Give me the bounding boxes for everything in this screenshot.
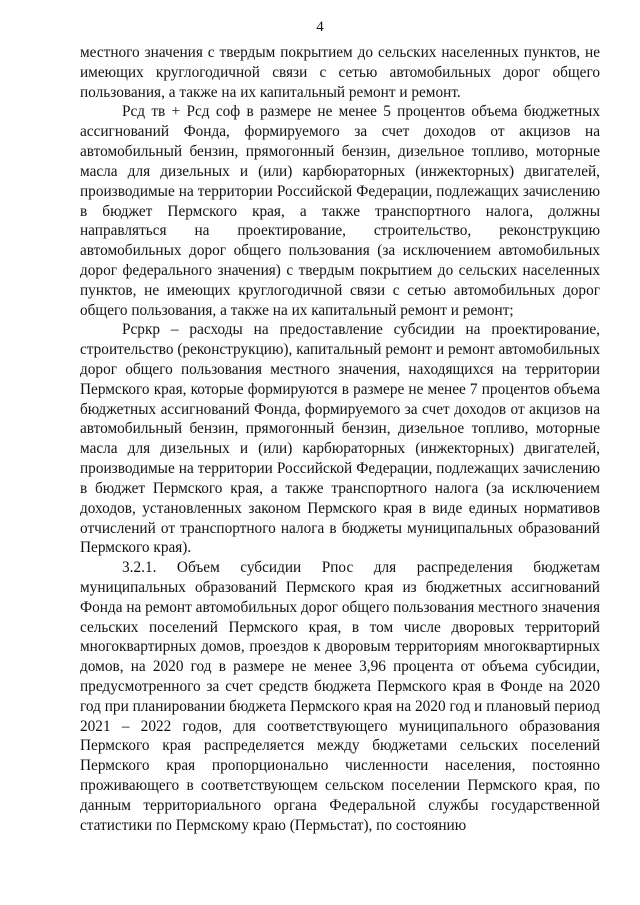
paragraph-rsrkr-expenses: Рсркр – расходы на предоставление субсидии на проектирование, строительство (реконструкцию), капитальный ремонт и ремонт автомобильных дорог общего пользования местного значения, находящихся на территории Пермского края, которые формируются в размере не менее 7 процентов объема бюджетных ассигнований Фонда, формируемого за счет доходов от акцизов на автомобильный бензин, прямогонный бензин, дизельное топливо, моторные масла для дизельных и (или) карбюраторных (инжекторных) двигателей, производимые на территории Российской Федерации, подлежащих зачислению в бюджет Пермского края, а также транспортного налога (за исключением доходов, установленных законом Пермского края в виде единых нормативов отчислений от транспортного налога в бюджеты муниципальных образований Пермского края). bbox=[80, 321, 600, 557]
paragraph-rsd-allocation: Рсд тв + Рсд соф в размере не менее 5 процентов объема бюджетных ассигнований Фонда, формируемого за счет доходов от акцизов на автомобильный бензин, прямогонный бензин, дизельное топливо, моторные масла для дизельных и (или) карбюраторных (инжекторных) двигателей, производимые на территории Российской Федерации, подлежащих зачислению в бюджет Пермского края, а также транспортного налога, должны направляться на проектирование, строительство, реконструкцию автомобильных дорог общего пользования (за исключением автомобильных дорог федерального значения) с твердым покрытием до сельских населенных пунктов, не имеющих круглогодичной связи с сетью автомобильных дорог общего пользования, а также на их капитальный ремонт и ремонт; bbox=[80, 103, 600, 319]
document-body bbox=[80, 43, 600, 836]
page-number: 4 bbox=[316, 19, 324, 35]
paragraph-road-works-continuation: местного значения с твердым покрытием до сельских населенных пунктов, не имеющих круглогодичной связи с сетью автомобильных дорог общего пользования, а также на их капитальный ремонт и ремонт. bbox=[80, 44, 600, 101]
paragraph-3-2-1-subsidy: 3.2.1. Объем субсидии Рпос для распределения бюджетам муниципальных образований Пермского края из бюджетных ассигнований Фонда на ремонт автомобильных дорог общего пользования местного значения сельских поселений Пермского края, в том числе дворовых территорий многоквартирных домов, проездов к дворовым территориям многоквартирных домов, на 2020 год в размере не менее 3,96 процента от объема субсидии, предусмотренного за счет средств бюджета Пермского края в Фонде на 2020 год при планировании бюджета Пермского края на 2020 год и плановый период 2021 – 2022 годов, для соответствующего муниципального образования Пермского края распределяется между бюджетами сельских поселений Пермского края пропорционально численности населения, постоянно проживающего в соответствующем сельском поселении Пермского края, по данным территориального органа Федеральной службы государственной статистики по Пермскому краю (Пермьстат), по состоянию bbox=[80, 559, 600, 834]
